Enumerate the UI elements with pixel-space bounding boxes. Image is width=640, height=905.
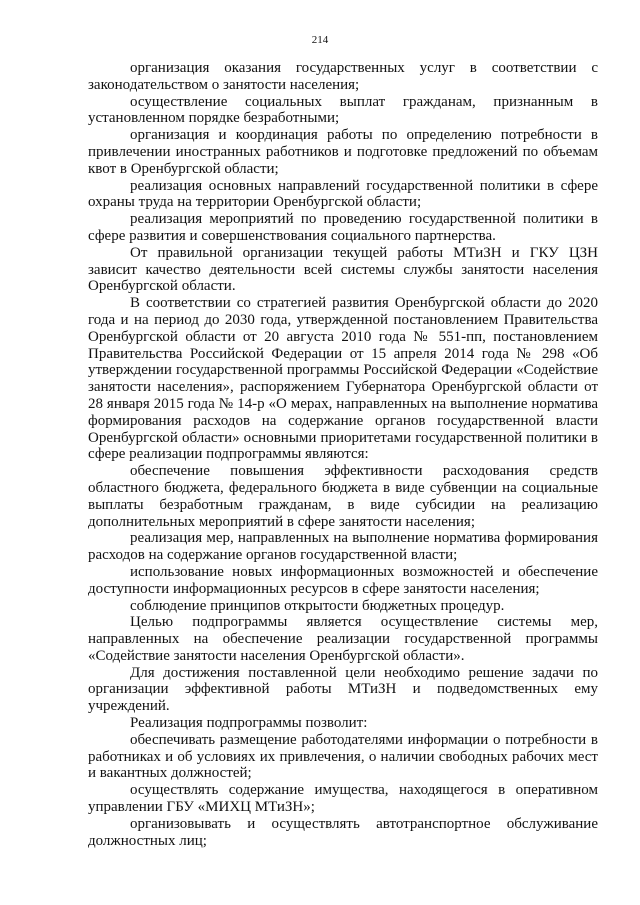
- paragraph: реализация основных направлений государственной политики в сфере охраны труда на территории Оренбургской области;: [88, 177, 598, 211]
- paragraph: реализация мер, направленных на выполнение норматива формирования расходов на содержание органов государственной власти;: [88, 530, 598, 564]
- paragraph: Для достижения поставленной цели необходимо решение задачи по организации эффективной работы МТиЗН и подведомственных ему учреждений.: [88, 664, 598, 715]
- document-body: [88, 60, 598, 849]
- paragraph: обеспечение повышения эффективности расходования средств областного бюджета, федерального бюджета в виде субвенции на социальные выплаты безработным гражданам, в виде субсидии на реализацию дополнительных мероприятий в сфере занятости населения;: [88, 463, 598, 530]
- paragraph: Целью подпрограммы является осуществление системы мер, направленных на обеспечение реализации государственной программы «Содействие занятости населения Оренбургской области».: [88, 614, 598, 664]
- paragraph: организовывать и осуществлять автотранспортное обслуживание должностных лиц;: [88, 815, 598, 849]
- paragraph: осуществлять содержание имущества, находящегося в оперативном управлении ГБУ «МИХЦ МТиЗН»;: [88, 782, 598, 816]
- paragraph: организация и координация работы по определению потребности в привлечении иностранных работников и подготовке предложений по объемам квот в Оренбургской области;: [88, 127, 598, 177]
- page-number: 214: [311, 34, 329, 46]
- paragraph: От правильной организации текущей работы МТиЗН и ГКУ ЦЗН зависит качество деятельности всей системы службы занятости населения Оренбургской области.: [88, 244, 598, 295]
- paragraph: В соответствии со стратегией развития Оренбургской области до 2020 года и на период до 2030 года, утвержденной постановлением Правительства Оренбургской области от 20 августа 2010 года № 551-пп, постановлением Правительства Российской Федерации от 15 апреля 2014 года № 298 «Об утверждении государственной программы Российской Федерации «Содействие занятости населения», распоряжением Губернатора Оренбургской области от 28 января 2015 года № 14-р «О мерах, направленных на выполнение норматива формирования расходов на содержание органов государственной власти Оренбургской области» основными приоритетами государственной политики в сфере реализации подпрограммы являются:: [88, 295, 598, 463]
- paragraph: использование новых информационных возможностей и обеспечение доступности информационных ресурсов в сфере занятости населения;: [88, 563, 598, 597]
- paragraph: осуществление социальных выплат гражданам, признанным в установленном порядке безработными;: [88, 93, 598, 127]
- paragraph: обеспечивать размещение работодателями информации о потребности в работниках и об условиях их привлечения, о наличии свободных рабочих мест и вакантных должностей;: [88, 731, 598, 782]
- paragraph: организация оказания государственных услуг в соответствии с законодательством о занятости населения;: [88, 60, 598, 93]
- paragraph: реализация мероприятий по проведению государственной политики в сфере развития и совершенствования социального партнерства.: [88, 211, 598, 244]
- paragraph: соблюдение принципов открытости бюджетных процедур.: [130, 597, 505, 614]
- paragraph: Реализация подпрограммы позволит:: [130, 715, 368, 732]
